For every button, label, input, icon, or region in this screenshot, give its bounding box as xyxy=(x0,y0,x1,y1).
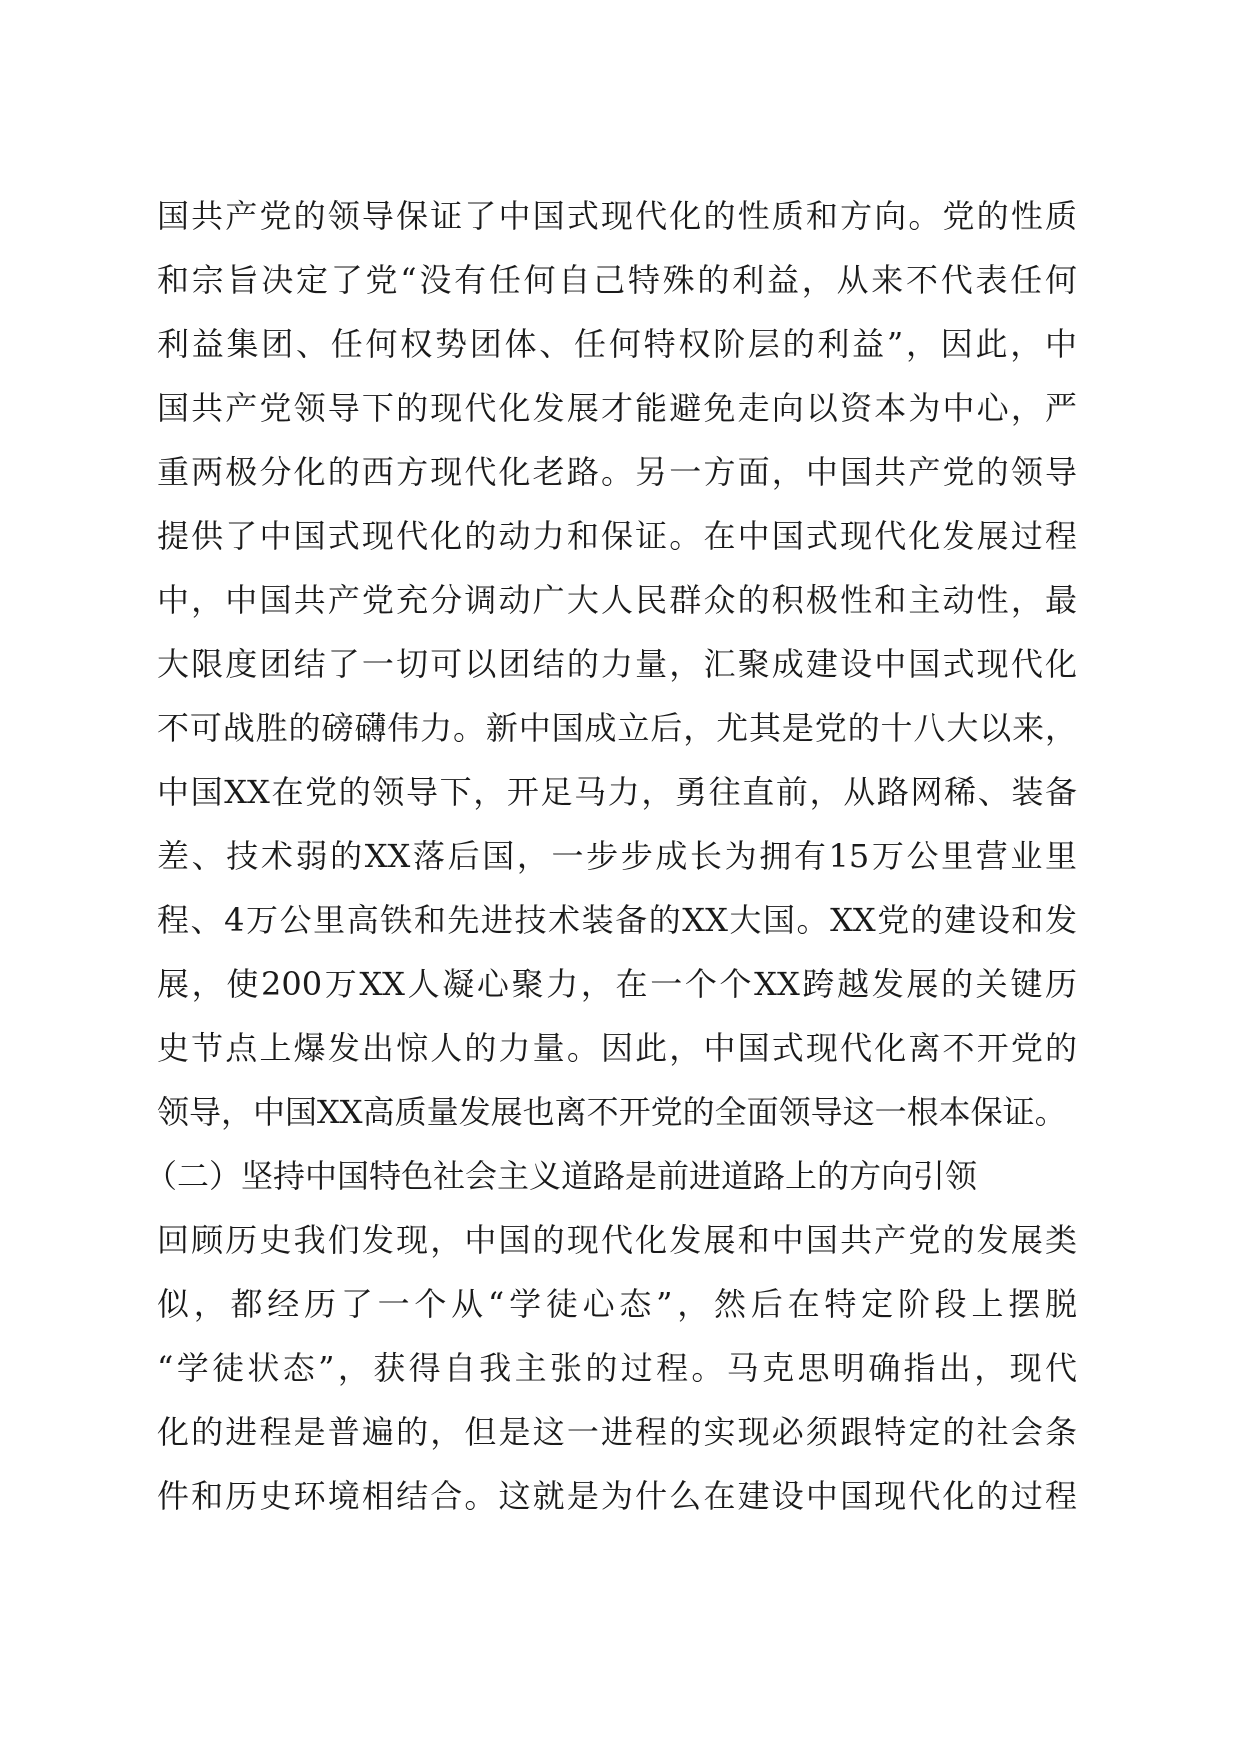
paragraph-line: 中国XX在党的领导下，开足马力，勇往直前，从路网稀、装备 xyxy=(157,773,1077,811)
paragraph-line: 回顾历史我们发现，中国的现代化发展和中国共产党的发展类 xyxy=(157,1221,1077,1259)
paragraph-line: 重两极分化的西方现代化老路。另一方面，中国共产党的领导 xyxy=(157,453,1077,491)
paragraph-line: 中，中国共产党充分调动广大人民群众的积极性和主动性，最 xyxy=(157,581,1077,619)
paragraph-line: “学徒状态”，获得自我主张的过程。马克思明确指出，现代 xyxy=(157,1349,1077,1387)
paragraph-line: 提供了中国式现代化的动力和保证。在中国式现代化发展过程 xyxy=(157,517,1077,555)
paragraph-line: 国共产党领导下的现代化发展才能避免走向以资本为中心，严 xyxy=(157,389,1077,427)
paragraph-line: 展，使200万XX人凝心聚力，在一个个XX跨越发展的关键历 xyxy=(157,965,1077,1003)
paragraph-line: 似，都经历了一个从“学徒心态”，然后在特定阶段上摆脱 xyxy=(157,1285,1077,1323)
paragraph-line: 化的进程是普遍的，但是这一进程的实现必须跟特定的社会条 xyxy=(157,1413,1077,1451)
paragraph-line: 件和历史环境相结合。这就是为什么在建设中国现代化的过程 xyxy=(157,1477,1077,1515)
paragraph-line: 国共产党的领导保证了中国式现代化的性质和方向。党的性质 xyxy=(157,197,1077,235)
paragraph-line: 和宗旨决定了党“没有任何自己特殊的利益，从来不代表任何 xyxy=(157,261,1077,299)
paragraph-line: 利益集团、任何权势团体、任何特权阶层的利益”，因此，中 xyxy=(157,325,1077,363)
paragraph-line: 差、技术弱的XX落后国，一步步成长为拥有15万公里营业里 xyxy=(157,837,1077,875)
paragraph-line: 大限度团结了一切可以团结的力量，汇聚成建设中国式现代化 xyxy=(157,645,1077,683)
paragraph-line: 程、4万公里高铁和先进技术装备的XX大国。XX党的建设和发 xyxy=(157,901,1077,939)
section-heading: （二）坚持中国特色社会主义道路是前进道路上的方向引领 xyxy=(145,1157,978,1195)
paragraph-line: 领导，中国XX高质量发展也离不开党的全面领导这一根本保证。 xyxy=(157,1093,1067,1131)
paragraph-line: 不可战胜的磅礴伟力。新中国成立后，尤其是党的十八大以来， xyxy=(157,709,1077,747)
paragraph-line: 史节点上爆发出惊人的力量。因此，中国式现代化离不开党的 xyxy=(157,1029,1077,1067)
body-text xyxy=(145,184,1077,1528)
